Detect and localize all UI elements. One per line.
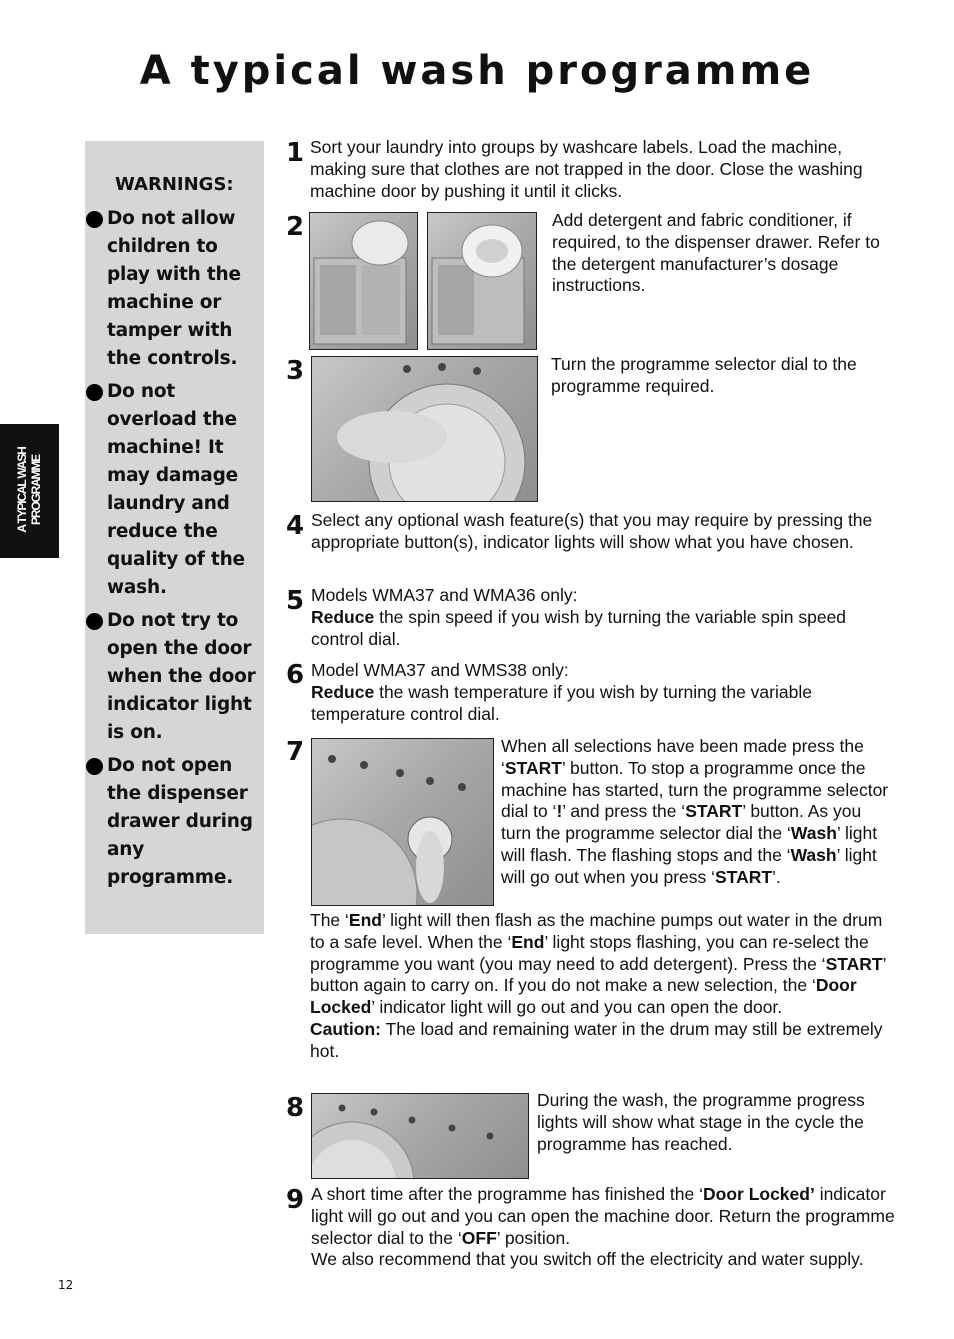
step-9-number: 9 (286, 1185, 305, 1215)
page-title: A typical wash programme (139, 48, 815, 94)
step-2-number: 2 (286, 212, 305, 242)
dispenser-drawer-illustration (310, 213, 417, 349)
bullet-icon (86, 384, 103, 401)
step-6-number: 6 (286, 660, 305, 690)
step-7-number: 7 (286, 737, 305, 767)
warning-item: Do not allow children to play with the machine or tamper with the controls. (85, 205, 264, 373)
start-button-photo (311, 738, 494, 906)
step-3-text: Turn the programme selector dial to the programme required. (551, 354, 857, 396)
dispenser-photo-1 (309, 212, 418, 350)
warning-item: Do not open the dispenser drawer during any programme. (85, 752, 264, 892)
side-tab (0, 424, 59, 558)
bullet-icon (86, 613, 103, 630)
step-8-text: During the wash, the programme progress lights will show what stage in the cycle the programme has reached. (537, 1090, 865, 1154)
step-5-text: Models WMA37 and WMA36 only: Reduce the spin speed if you wish by turning the variable spin speed control dial. (311, 585, 847, 649)
warning-item: Do not try to open the door when the door indicator light is on. (85, 607, 264, 747)
step-4-number: 4 (286, 511, 305, 541)
progress-lights-illustration (312, 1094, 528, 1178)
step-1-text: Sort your laundry into groups by washcare labels. Load the machine, making sure that clothes are not trapped in the door. Close the washing machine door by pushing it until it clicks. (310, 137, 863, 201)
dispenser-pour-illustration (428, 213, 536, 349)
caution-label: Caution: (310, 1018, 381, 1039)
selector-dial-photo (311, 356, 538, 502)
step-9-text: A short time after the programme has finished the ‘Door Locked’ indicator light will go out and you can open the machine door. Return the programme selector dial to the ‘OFF’ position. We also recommend that you switch off the electricity and water supply. (311, 1184, 895, 1270)
dispenser-photo-2 (427, 212, 537, 350)
step-7-continued: The ‘End’ light will then flash as the machine pumps out water in the drum to a safe level. When the ‘End’ light stops flashing, you can re-select the programme you want (you may need to add detergent). Press the ‘START’ button again to carry on. If you do not make a new selection, the ‘Door Locked’ indicator light will go out and you can open the door. Caution: The load and remaining water in the drum may still be extremely hot. (310, 910, 886, 1061)
step-7-text: When all selections have been made press the ‘START’ button. To stop a programme once the machine has started, turn the programme selector dial to ‘!’ and press the ‘START’ button. As you turn the programme selector dial the ‘Wash’ light will flash. The flashing stops and the ‘Wash’ light will go out when you press ‘START’. (501, 736, 889, 887)
step-1-number: 1 (286, 138, 305, 168)
bullet-icon (86, 211, 103, 228)
page-number: 12 (58, 1278, 74, 1292)
selector-dial-illustration (312, 357, 537, 501)
warnings-list (85, 205, 264, 897)
bullet-icon (86, 758, 103, 775)
step-6-text: Model WMA37 and WMS38 only: Reduce the wash temperature if you wish by turning the variable temperature control dial. (311, 660, 812, 724)
warnings-box (85, 141, 264, 934)
step-8-number: 8 (286, 1093, 305, 1123)
start-button-illustration (312, 739, 493, 905)
warnings-heading: WARNINGS: (115, 174, 234, 195)
step-5-number: 5 (286, 586, 305, 616)
progress-lights-photo (311, 1093, 529, 1179)
warning-item: Do not overload the machine! It may damage laundry and reduce the quality of the wash. (85, 378, 264, 602)
step-3-number: 3 (286, 356, 305, 386)
step-4-text: Select any optional wash feature(s) that you may require by pressing the appropriate button(s), indicator lights will show what you have chosen. (311, 510, 873, 552)
step-2-text: Add detergent and fabric conditioner, if required, to the dispenser drawer. Refer to the detergent manufacturer’s dosage instructions. (552, 210, 880, 296)
side-tab-label: A TYPICAL WASH PROGRAMME (15, 447, 43, 533)
